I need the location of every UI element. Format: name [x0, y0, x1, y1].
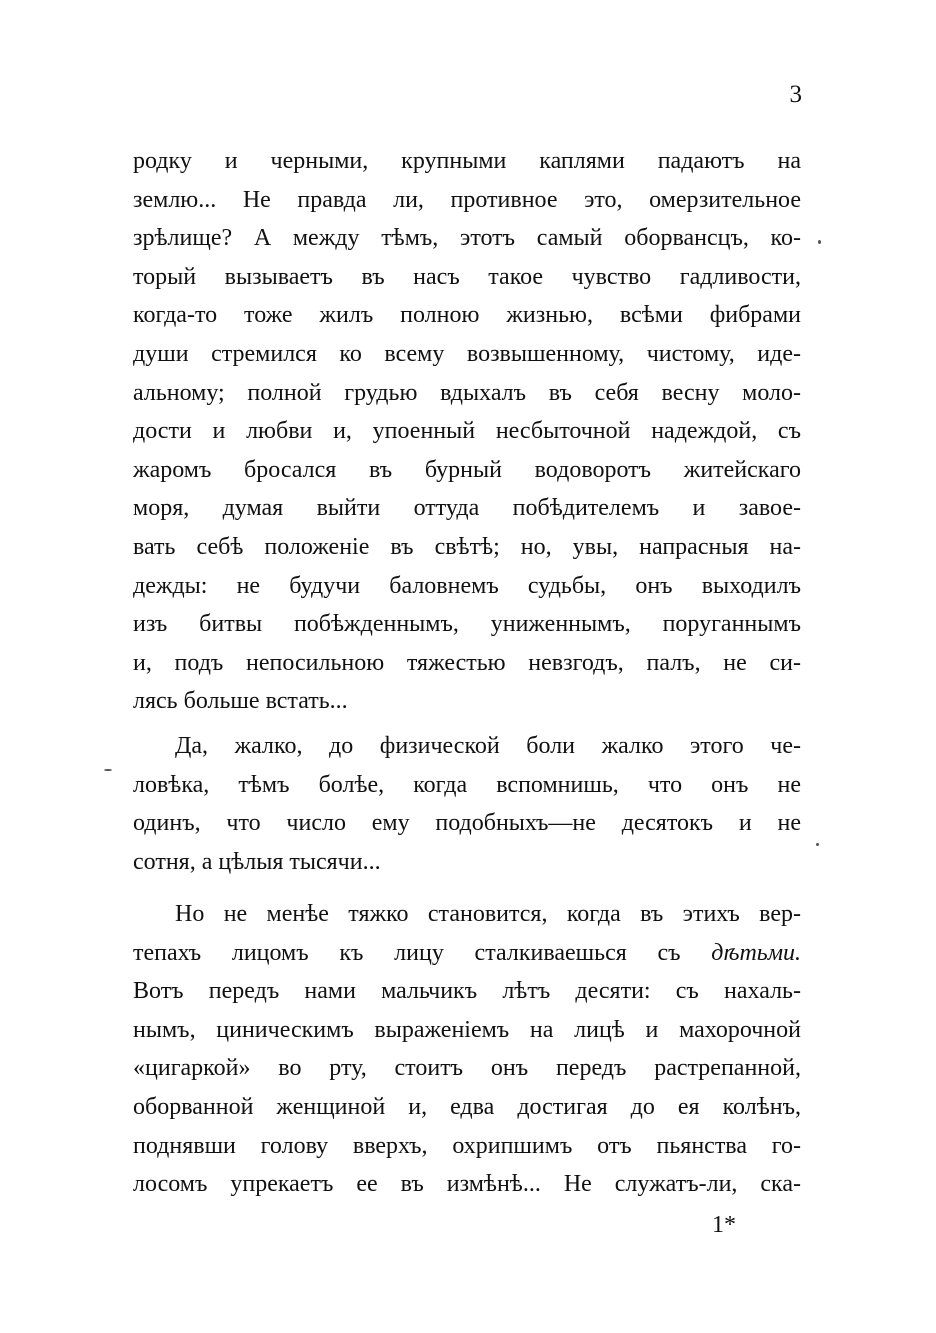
text-line: Вотъ передъ нами мальчикъ лѣтъ десяти: съ нахаль-	[133, 978, 801, 1005]
text-line: ловѣка, тѣмъ болѣе, когда вспомнишь, что онъ не	[133, 771, 801, 798]
page-number: 3	[789, 81, 802, 108]
text-line: нымъ, циническимъ выраженіемъ на лицѣ и махорочной	[133, 1016, 801, 1043]
text-line: души стремился ко всему возвышенному, чистому, иде-	[133, 340, 801, 367]
text-line: моря, думая выйти оттуда побѣдителемъ и завое-	[133, 495, 801, 522]
printer-signature-mark: 1*	[712, 1212, 736, 1238]
print-speck	[818, 240, 821, 244]
text-line: зрѣлище? А между тѣмъ, этотъ самый оборвансцъ, ко-	[133, 225, 801, 252]
text-line: поднявши голову вверхъ, охрипшимъ отъ пьянства го-	[133, 1132, 801, 1159]
print-speck	[104, 769, 112, 771]
print-speck	[816, 843, 819, 846]
text-line: «цигаркой» во рту, стоитъ онъ передъ растрепанной,	[133, 1055, 801, 1082]
text-line: вать себѣ положеніе въ свѣтѣ; но, увы, напрасныя на-	[133, 533, 801, 560]
text-line: дежды: не будучи баловнемъ судьбы, онъ выходилъ	[133, 572, 801, 599]
text-line: родку и черными, крупными каплями падаютъ на	[133, 148, 801, 174]
text-line: Но не менѣе тяжко становится, когда въ этихъ вер-	[175, 901, 801, 927]
paragraph-3	[133, 895, 801, 1204]
text-line: жаромъ бросался въ бурный водоворотъ житейскаго	[133, 456, 801, 483]
text-line: сотня, а цѣлыя тысячи...	[133, 848, 381, 875]
text-line: альному; полной грудью вдыхалъ въ себя весну моло-	[133, 379, 801, 406]
paragraph-2	[133, 727, 801, 881]
text-line: когда-то тоже жилъ полною жизнью, всѣми фибрами	[133, 302, 801, 329]
text-line: одинъ, что число ему подобныхъ—не десятокъ и не	[133, 810, 801, 837]
text-line: торый вызываетъ въ насъ такое чувство гадливости,	[133, 263, 801, 290]
text-line: изъ битвы побѣжденнымъ, униженнымъ, поруганнымъ	[133, 611, 801, 638]
emphasized-word: дѣтьми.	[711, 939, 801, 966]
text-line: землю... Не правда ли, противное это, омерзительное	[133, 186, 801, 213]
text-line: оборванной женщиной и, едва достигая до ея колѣнъ,	[133, 1093, 801, 1120]
text-segment: тепахъ лицомъ къ лицу сталкиваешься съ	[133, 939, 681, 966]
paragraph-1	[133, 142, 801, 721]
text-line: и, подъ непосильною тяжестью невзгодъ, палъ, не си-	[133, 649, 801, 676]
text-line: лосомъ упрекаетъ ее въ измѣнѣ... Не служатъ-ли, ска-	[133, 1171, 801, 1198]
text-line: лясь больше встать...	[133, 688, 348, 715]
text-line: Да, жалко, до физической боли жалко этого че-	[175, 733, 801, 759]
text-line: дости и любви и, упоенный несбыточной надеждой, съ	[133, 418, 801, 445]
text-line-with-emphasis	[133, 934, 801, 973]
